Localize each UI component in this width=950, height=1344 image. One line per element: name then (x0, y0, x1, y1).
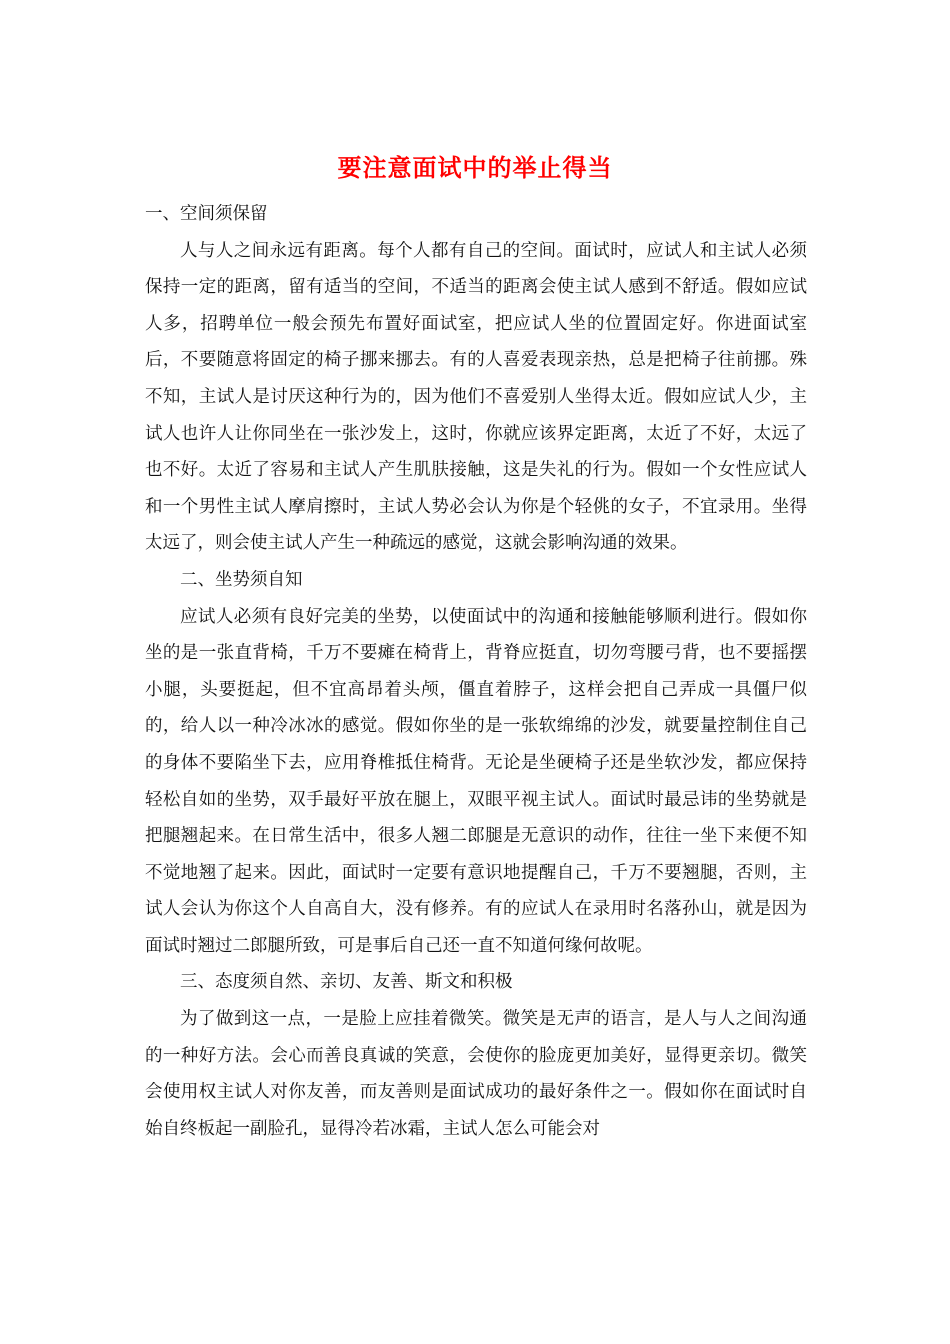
document-title: 要注意面试中的举止得当 (337, 153, 613, 182)
section-heading-attitude: 三、态度须自然、亲切、友善、斯文和积极 (180, 972, 513, 993)
section-heading-posture: 二、坐势须自知 (180, 569, 303, 590)
section-heading-space: 一、空间须保留 (145, 204, 268, 224)
document-body (145, 196, 807, 1147)
paragraph-posture: 应试人必须有良好完美的坐势，以使面试中的沟通和接触能够顺利进行。假如你坐的是一张直背椅，千万不要瘫在椅背上，背脊应挺直，切勿弯腰弓背，也不要摇摆小腿，头要挺起，但不宜高昂着头颅，僵直着脖子，这样会把自己弄成一具僵尸似的，给人以一种冷冰冰的感觉。假如你坐的是一张软绵绵的沙发，就要量控制住自己的身体不要陷坐下去，应用脊椎抵住椅背。无论是坐硬椅子还是坐软沙发，都应保持轻松自如的坐势，双手最好平放在腿上，双眼平视主试人。面试时最忌讳的坐势就是把腿翘起来。在日常生活中，很多人翘二郎腿是无意识的动作，往往一坐下来便不知不觉地翘了起来。因此，面试时一定要有意识地提醒自己，千万不要翘腿，否则，主试人会认为你这个人自高自大，没有修养。有的应试人在录用时名落孙山，就是因为面试时翘过二郎腿所致，可是事后自己还一直不知道何缘何故呢。 (145, 606, 807, 956)
paragraph-space: 人与人之间永远有距离。每个人都有自己的空间。面试时，应试人和主试人必须保持一定的距离，留有适当的空间，不适当的距离会使主试人感到不舒适。假如应试人多，招聘单位一般会预先布置好面试室，把应试人坐的位置固定好。你进面试室后，不要随意将固定的椅子挪来挪去。有的人喜爱表现亲热，总是把椅子往前挪。殊不知，主试人是讨厌这种行为的，因为他们不喜爱别人坐得太近。假如应试人少，主试人也许人让你同坐在一张沙发上，这时，你就应该界定距离，太近了不好，太远了也不好。太近了容易和主试人产生肌肤接触，这是失礼的行为。假如一个女性应试人和一个男性主试人摩肩擦时，主试人势必会认为你是个轻佻的女子，不宜录用。坐得太远了，则会使主试人产生一种疏远的感觉，这就会影响沟通的效果。 (145, 240, 807, 554)
paragraph-attitude: 为了做到这一点，一是脸上应挂着微笑。微笑是无声的语言，是人与人之间沟通的一种好方法。会心而善良真诚的笑意，会使你的脸庞更加美好，显得更亲切。微笑会使用权主试人对你友善，而友善则是面试成功的最好条件之一。假如你在面试时自始自终板起一副脸孔，显得冷若冰霜，主试人怎么可能会对 (145, 1009, 807, 1139)
